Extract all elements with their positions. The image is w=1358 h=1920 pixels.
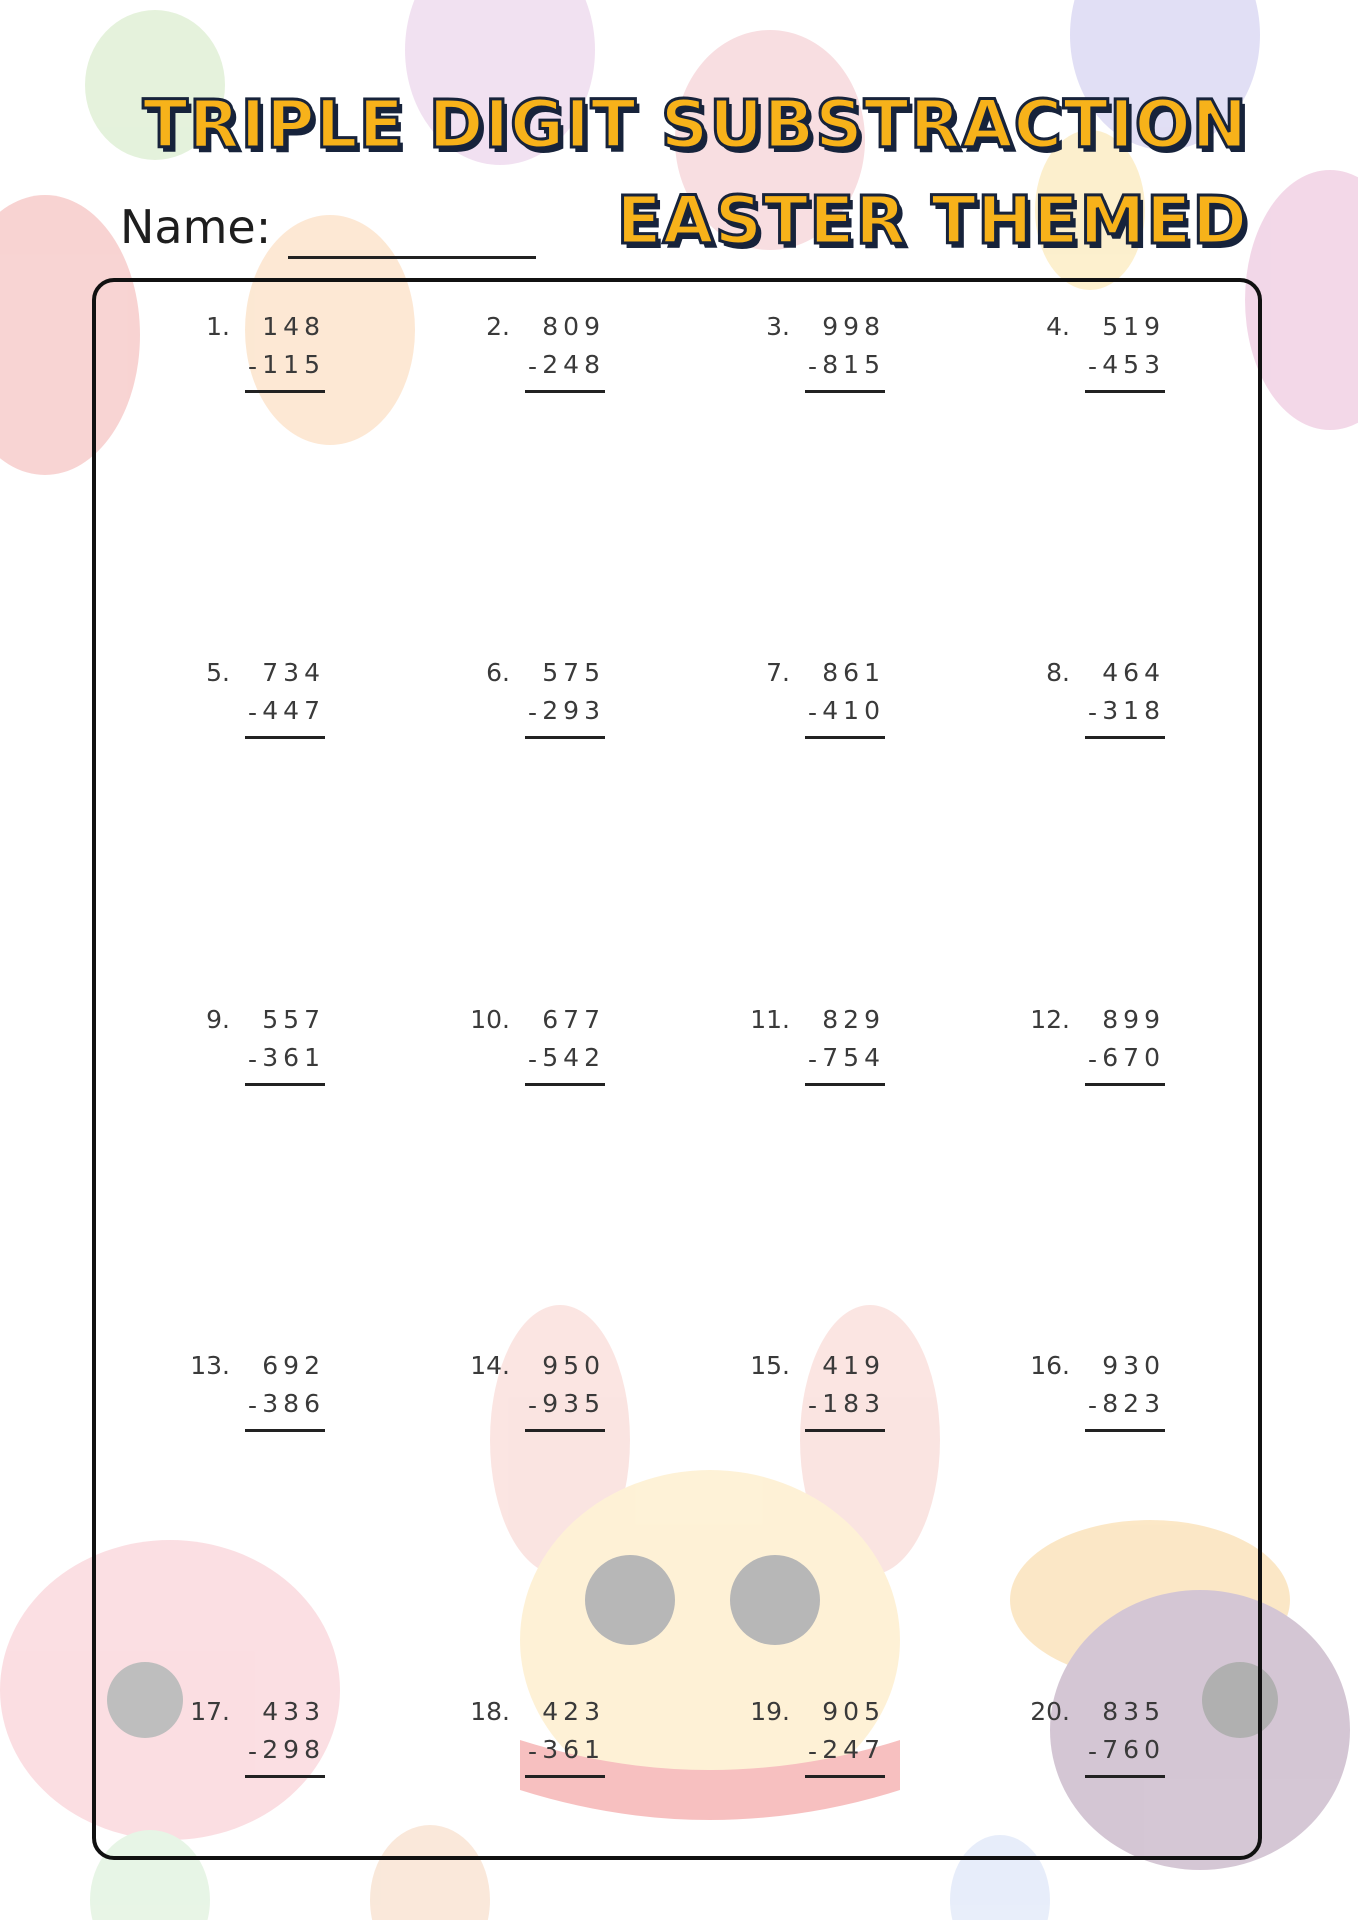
minuend: 419 (822, 1351, 885, 1380)
minus-sign: - (528, 352, 538, 381)
problem-number: 6. (486, 658, 510, 687)
subtrahend: 823 (1102, 1389, 1165, 1418)
subtrahend: 410 (822, 696, 885, 725)
problem-number: 17. (190, 1697, 230, 1726)
problem-9 (165, 1005, 325, 1105)
subtrahend: 754 (822, 1043, 885, 1072)
subtrahend: 115 (262, 350, 325, 379)
minus-sign: - (528, 698, 538, 727)
problem-11 (725, 1005, 885, 1105)
subtrahend: 247 (822, 1735, 885, 1764)
name-write-line (288, 256, 536, 259)
minuend: 930 (1102, 1351, 1165, 1380)
problem-number: 19. (750, 1697, 790, 1726)
answer-line (1085, 1429, 1165, 1432)
minuend: 998 (822, 312, 885, 341)
answer-line (1085, 390, 1165, 393)
subtrahend: 298 (262, 1735, 325, 1764)
answer-line (245, 390, 325, 393)
subtrahend: 386 (262, 1389, 325, 1418)
minuend: 677 (542, 1005, 605, 1034)
problem-3 (725, 312, 885, 412)
problem-number: 9. (206, 1005, 230, 1034)
problem-number: 3. (766, 312, 790, 341)
answer-line (805, 1775, 885, 1778)
minus-sign: - (808, 1737, 818, 1766)
minus-sign: - (248, 1045, 258, 1074)
problem-4 (1005, 312, 1165, 412)
problem-20 (1005, 1697, 1165, 1797)
minuend: 148 (262, 312, 325, 341)
problem-10 (445, 1005, 605, 1105)
problem-number: 15. (750, 1351, 790, 1380)
answer-line (1085, 1083, 1165, 1086)
answer-line (245, 1775, 325, 1778)
subtrahend: 670 (1102, 1043, 1165, 1072)
answer-line (245, 1083, 325, 1086)
answer-line (525, 390, 605, 393)
subtrahend: 447 (262, 696, 325, 725)
problem-number: 4. (1046, 312, 1070, 341)
answer-line (1085, 1775, 1165, 1778)
subtrahend: 815 (822, 350, 885, 379)
minus-sign: - (248, 1737, 258, 1766)
problem-number: 11. (750, 1005, 790, 1034)
answer-line (525, 1775, 605, 1778)
problem-12 (1005, 1005, 1165, 1105)
problem-19 (725, 1697, 885, 1797)
problem-number: 20. (1030, 1697, 1070, 1726)
minus-sign: - (1088, 1391, 1098, 1420)
minus-sign: - (808, 698, 818, 727)
subtrahend: 453 (1102, 350, 1165, 379)
minuend: 575 (542, 658, 605, 687)
minus-sign: - (528, 1045, 538, 1074)
problem-17 (165, 1697, 325, 1797)
answer-line (245, 736, 325, 739)
problem-13 (165, 1351, 325, 1451)
answer-line (245, 1429, 325, 1432)
subtrahend: 361 (262, 1043, 325, 1072)
answer-line (805, 390, 885, 393)
minus-sign: - (808, 1045, 818, 1074)
subtrahend: 183 (822, 1389, 885, 1418)
problem-16 (1005, 1351, 1165, 1451)
problem-6 (445, 658, 605, 758)
minus-sign: - (528, 1737, 538, 1766)
answer-line (805, 736, 885, 739)
minuend: 861 (822, 658, 885, 687)
minuend: 557 (262, 1005, 325, 1034)
answer-line (805, 1083, 885, 1086)
answer-line (525, 1429, 605, 1432)
problem-18 (445, 1697, 605, 1797)
subtrahend: 935 (542, 1389, 605, 1418)
minuend: 734 (262, 658, 325, 687)
answer-line (525, 1083, 605, 1086)
title-line-2: EASTER THEMED (616, 182, 1248, 259)
subtrahend: 361 (542, 1735, 605, 1764)
minuend: 829 (822, 1005, 885, 1034)
problem-number: 2. (486, 312, 510, 341)
minuend: 519 (1102, 312, 1165, 341)
subtrahend: 542 (542, 1043, 605, 1072)
problem-5 (165, 658, 325, 758)
problem-7 (725, 658, 885, 758)
minus-sign: - (1088, 1737, 1098, 1766)
minuend: 433 (262, 1697, 325, 1726)
minuend: 950 (542, 1351, 605, 1380)
problem-number: 8. (1046, 658, 1070, 687)
problem-number: 5. (206, 658, 230, 687)
name-label: Name: (120, 200, 272, 254)
problem-1 (165, 312, 325, 412)
problem-number: 1. (206, 312, 230, 341)
minus-sign: - (248, 1391, 258, 1420)
minus-sign: - (248, 352, 258, 381)
problem-number: 18. (470, 1697, 510, 1726)
answer-line (1085, 736, 1165, 739)
minus-sign: - (808, 1391, 818, 1420)
problem-number: 13. (190, 1351, 230, 1380)
minus-sign: - (528, 1391, 538, 1420)
title-line-1: TRIPLE DIGIT SUBSTRACTION (142, 86, 1248, 163)
minuend: 423 (542, 1697, 605, 1726)
problem-number: 10. (470, 1005, 510, 1034)
problem-8 (1005, 658, 1165, 758)
minuend: 809 (542, 312, 605, 341)
problem-number: 14. (470, 1351, 510, 1380)
minuend: 692 (262, 1351, 325, 1380)
minus-sign: - (1088, 1045, 1098, 1074)
minus-sign: - (1088, 698, 1098, 727)
subtrahend: 248 (542, 350, 605, 379)
minus-sign: - (248, 698, 258, 727)
minuend: 835 (1102, 1697, 1165, 1726)
minuend: 905 (822, 1697, 885, 1726)
answer-line (805, 1429, 885, 1432)
problem-number: 7. (766, 658, 790, 687)
minus-sign: - (808, 352, 818, 381)
subtrahend: 293 (542, 696, 605, 725)
subtrahend: 760 (1102, 1735, 1165, 1764)
problem-15 (725, 1351, 885, 1451)
problem-number: 16. (1030, 1351, 1070, 1380)
minus-sign: - (1088, 352, 1098, 381)
minuend: 899 (1102, 1005, 1165, 1034)
subtrahend: 318 (1102, 696, 1165, 725)
answer-line (525, 736, 605, 739)
problem-14 (445, 1351, 605, 1451)
problem-2 (445, 312, 605, 412)
minuend: 464 (1102, 658, 1165, 687)
problem-number: 12. (1030, 1005, 1070, 1034)
